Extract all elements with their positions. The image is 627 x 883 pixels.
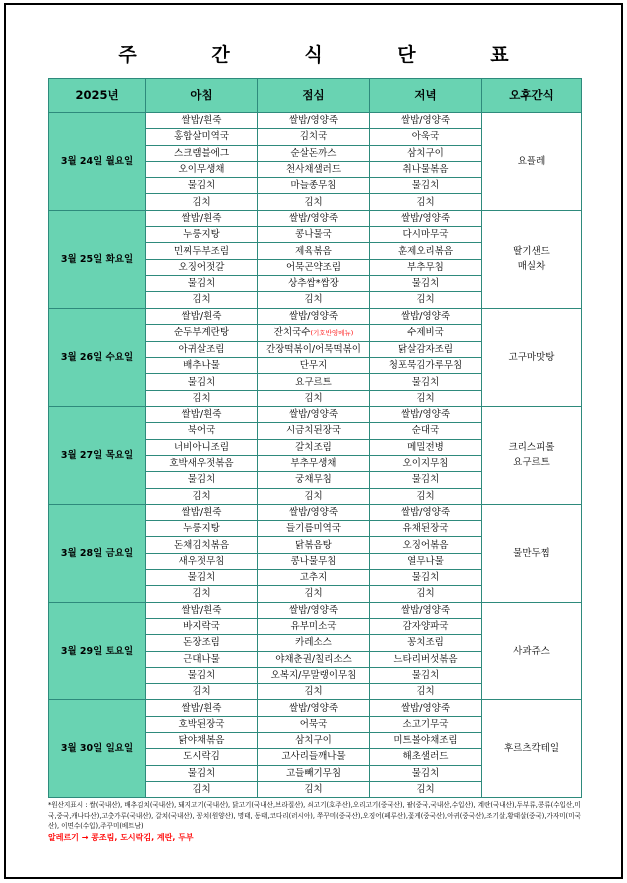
lunch-item-text: 유부미소국 [290,621,337,633]
breakfast-item-text: 쌀밥/흰죽 [181,212,222,224]
breakfast-item [146,275,258,291]
breakfast-item [146,259,258,275]
dinner-item-text: 김치 [416,588,435,600]
lunch-item [258,504,370,520]
lunch-item-text: 고사리들깨나물 [281,751,346,763]
day-date: 3월 27일 목요일 [49,407,146,505]
lunch-item-text: 어묵국 [299,718,328,730]
dinner-item [370,129,482,145]
breakfast-item [146,635,258,651]
dinner-item-text: 김치 [416,196,435,208]
breakfast-item-text: 도시락김 [183,751,220,763]
dinner-item-text: 물김치 [411,572,440,584]
dinner-item-text: 쌀밥/영양죽 [400,212,451,224]
breakfast-item [146,570,258,586]
lunch-item [258,129,370,145]
lunch-item [258,472,370,488]
lunch-item [258,586,370,602]
lunch-item-text: 단무지 [299,360,328,372]
dinner-item-text: 오이지무침 [402,458,449,470]
breakfast-item [146,602,258,618]
breakfast-item-text: 김치 [192,490,211,502]
lunch-item [258,407,370,423]
lunch-item [258,488,370,504]
day-snack: 물만두찜 [482,504,582,602]
dinner-item-text: 부추무침 [407,261,444,273]
breakfast-item [146,684,258,700]
dinner-item-text: 다시마무국 [402,229,449,241]
dinner-item [370,292,482,308]
breakfast-item-text: 돈채김치볶음 [173,539,230,551]
header-breakfast: 아침 [146,79,258,113]
breakfast-item [146,194,258,210]
lunch-item [258,210,370,226]
lunch-item [258,455,370,471]
dinner-item-text: 청포묵김가루무침 [388,360,463,372]
dinner-item-text: 닭살감자조림 [397,344,454,355]
breakfast-item [146,504,258,520]
lunch-item-text: 쌀밥/영양죽 [288,310,339,322]
dinner-item-text: 오징어볶음 [402,539,449,551]
lunch-item [258,635,370,651]
dinner-item-text: 쌀밥/영양죽 [400,409,451,421]
breakfast-item [146,716,258,732]
dinner-item [370,227,482,243]
breakfast-item-text: 쌀밥/흰죽 [181,604,222,616]
lunch-item-text: 어묵곤약조림 [285,261,342,273]
lunch-item [258,275,370,291]
breakfast-item [146,439,258,455]
dinner-item-text: 물김치 [411,180,440,192]
dinner-item [370,635,482,651]
lunch-item [258,749,370,765]
dinner-item-text: 쌀밥/영양죽 [400,310,451,322]
breakfast-item [146,455,258,471]
dinner-item [370,553,482,569]
lunch-item-text: 부추무생채 [290,458,337,470]
breakfast-item-text: 쌀밥/흰죽 [181,115,222,127]
lunch-item [258,145,370,161]
breakfast-item [146,651,258,667]
allergy-note: 알레르기 → 콩조림, 도시락김, 계란, 두부 [48,833,194,842]
dinner-item [370,243,482,259]
breakfast-item-text: 쌀밥/흰죽 [181,506,222,518]
dinner-item-text: 김치 [416,686,435,698]
lunch-item [258,324,370,341]
dinner-item [370,259,482,275]
breakfast-item [146,390,258,406]
day-date: 3월 24일 월요일 [49,113,146,211]
lunch-item [258,374,370,390]
dinner-item [370,472,482,488]
lunch-item [258,700,370,716]
lunch-item-text: 상추쌈*쌈장 [288,278,339,290]
lunch-item [258,113,370,129]
dinner-item-text: 소고기무국 [402,718,449,730]
dinner-item [370,374,482,390]
breakfast-item [146,341,258,357]
dinner-item-text: 해초샐러드 [402,751,449,763]
breakfast-item-text: 민찌두부조림 [173,245,230,257]
dinner-item-text: 김치 [416,784,435,796]
lunch-item [258,423,370,439]
menu-row [49,308,582,324]
dinner-item [370,700,482,716]
lunch-item-text: 마늘종무침 [290,180,337,192]
lunch-item [258,684,370,700]
dinner-item-text: 유채된장국 [402,523,449,535]
breakfast-item [146,586,258,602]
dinner-item [370,716,482,732]
lunch-item [258,651,370,667]
lunch-item-text: 김치 [304,196,323,208]
header-year: 2025년 [49,79,146,113]
dinner-item-text: 물김치 [411,474,440,486]
breakfast-item-text: 아귀살조림 [178,344,225,355]
breakfast-item-text: 김치 [192,294,211,306]
breakfast-item-text: 홍합살미역국 [173,131,230,143]
page-title: 주 간 식 단 표 [118,44,543,66]
dinner-item-text: 메밀전병 [407,441,444,453]
day-date: 3월 28일 금요일 [49,504,146,602]
breakfast-item [146,732,258,748]
dinner-item [370,407,482,423]
dinner-item-text: 쌀밥/영양죽 [400,604,451,616]
dinner-item-text: 열무나물 [407,555,444,567]
breakfast-item [146,700,258,716]
breakfast-item-text: 돈장조림 [183,637,220,649]
lunch-item-text: 삼치구이 [295,735,332,747]
dinner-item [370,210,482,226]
lunch-item [258,259,370,275]
dinner-item [370,781,482,797]
breakfast-item [146,537,258,553]
breakfast-item-text: 물김치 [187,180,216,192]
dinner-item-text: 물김치 [411,767,440,779]
lunch-item-text: 제육볶음 [295,245,332,257]
lunch-item [258,194,370,210]
breakfast-item-text: 쌀밥/흰죽 [181,409,222,421]
lunch-item [258,602,370,618]
breakfast-item-text: 바지락국 [183,621,220,633]
breakfast-item-text: 물김치 [187,767,216,779]
menu-row [49,210,582,226]
dinner-item [370,423,482,439]
dinner-item [370,308,482,324]
menu-row [49,504,582,520]
lunch-item [258,521,370,537]
dinner-item-text: 물김치 [411,669,440,681]
breakfast-item [146,129,258,145]
menu-row [49,113,582,129]
breakfast-item-text: 김치 [192,784,211,796]
dinner-item [370,521,482,537]
dinner-item [370,749,482,765]
breakfast-item [146,472,258,488]
lunch-item [258,570,370,586]
breakfast-item-text: 물김치 [187,669,216,681]
breakfast-item [146,488,258,504]
dinner-item-text: 꽁치조림 [407,637,444,649]
breakfast-item [146,113,258,129]
breakfast-item-text: 북어국 [187,425,216,437]
lunch-item [258,308,370,324]
menu-row [49,407,582,423]
breakfast-item [146,210,258,226]
breakfast-item-text: 김치 [192,588,211,600]
lunch-item-text: 김치국 [299,131,328,143]
lunch-item [258,537,370,553]
menu-row [49,602,582,618]
lunch-item [258,292,370,308]
dinner-item [370,341,482,357]
lunch-item [258,178,370,194]
breakfast-item [146,308,258,324]
lunch-item [258,390,370,406]
breakfast-item [146,765,258,781]
dinner-item [370,651,482,667]
breakfast-item-text: 김치 [192,686,211,698]
lunch-item-text: 쌀밥/영양죽 [288,506,339,518]
dinner-item [370,113,482,129]
breakfast-item [146,178,258,194]
lunch-item [258,341,370,357]
origin-footnote: *원산지표시 : 쌀(국내산), 배추김치(국내산), 돼지고기(국내산), 닭고기(국내산,브라질산), 쇠고기(호주산),오리고기(중국산), 팥(중국,국내산,수입산), 계란(국내산),두부류,콩류(수입산,미국,중국,캐나다산),고춧가루(국내산), 갈치(국내산), 꽁치(원양산), 명태, 동태,코다리(러시아), 쭈꾸미(중국산),오징어(페루산),꽃게(중국산),아귀(중국산),조기살,황태살(중국),가자미(미국산), 이면수(수입),주꾸미(베트남) [48,801,581,830]
breakfast-item-text: 누룽지탕 [183,229,220,241]
dinner-item-text: 훈제오리볶음 [397,245,454,257]
dinner-item [370,537,482,553]
dinner-item-text: 쌀밥/영양죽 [400,506,451,518]
dinner-item-text: 김치 [416,294,435,306]
breakfast-item-text: 물김치 [187,474,216,486]
dinner-item [370,570,482,586]
lunch-item [258,781,370,797]
lunch-item-text: 카레소스 [295,637,332,649]
lunch-item-text: 콩나물국 [295,229,332,241]
breakfast-item-text: 물김치 [187,376,216,388]
lunch-item [258,618,370,634]
dinner-item-text: 순대국 [411,425,440,437]
day-snack: 사과쥬스 [482,602,582,700]
lunch-item-text: 요구르트 [295,376,332,388]
breakfast-item [146,749,258,765]
day-date: 3월 26일 수요일 [49,308,146,406]
dinner-item [370,178,482,194]
dinner-item [370,684,482,700]
day-snack: 후르츠칵테일 [482,700,582,798]
dinner-item [370,275,482,291]
breakfast-item [146,374,258,390]
dinner-item [370,765,482,781]
breakfast-item-text: 김치 [192,196,211,208]
lunch-item-text: 들기름미역국 [285,523,342,535]
dinner-item [370,161,482,177]
breakfast-item [146,521,258,537]
breakfast-item-text: 호박된장국 [178,718,225,730]
lunch-item-text: 궁채무침 [295,474,332,486]
breakfast-item [146,292,258,308]
lunch-item-text: 천사채샐러드 [285,164,342,176]
menu-body [49,113,582,798]
breakfast-item-text: 호박새우젓볶음 [169,458,234,470]
dinner-item [370,358,482,374]
lunch-item [258,161,370,177]
breakfast-item-text: 물김치 [187,572,216,584]
breakfast-item [146,407,258,423]
breakfast-item-text: 오징어젓갈 [178,261,225,273]
dinner-item-text: 느타리버섯볶음 [393,653,458,665]
dinner-item-text: 아욱국 [411,131,440,143]
day-snack: 고구마맛탕 [482,308,582,406]
dinner-item-text: 김치 [416,392,435,404]
dinner-item [370,504,482,520]
lunch-item-text: 야채춘권/칠리소스 [275,653,352,665]
dinner-item-text: 감자양파국 [402,621,449,633]
lunch-item [258,667,370,683]
breakfast-item [146,145,258,161]
day-snack: 딸기샌드 매실차 [482,210,582,308]
breakfast-item-text: 닭야채볶음 [178,735,225,747]
lunch-item-text: 오복지/무말랭이무침 [270,669,357,681]
lunch-item [258,553,370,569]
breakfast-item-text: 쌀밥/흰죽 [181,310,222,322]
dinner-item-text: 물김치 [411,278,440,290]
lunch-item-text: 닭볶음탕 [295,539,332,551]
lunch-item [258,439,370,455]
lunch-item-text: 쌀밥/영양죽 [288,409,339,421]
lunch-item [258,243,370,259]
lunch-item-text: 갈치조림 [295,441,332,453]
lunch-item-text: 김치 [304,294,323,306]
header-snack: 오후간식 [482,79,582,113]
breakfast-item [146,781,258,797]
breakfast-item [146,243,258,259]
breakfast-item-text: 물김치 [187,278,216,290]
dinner-item [370,390,482,406]
breakfast-item-text: 오이무생채 [178,164,225,176]
lunch-item-text: 김치 [304,392,323,404]
lunch-item-text: 고들빼기무침 [285,767,342,779]
lunch-item-text: 콩나물무침 [290,555,337,567]
breakfast-item [146,667,258,683]
dinner-item [370,602,482,618]
dinner-item-text: 김치 [416,490,435,502]
breakfast-item [146,358,258,374]
dinner-item [370,145,482,161]
day-date: 3월 25일 화요일 [49,210,146,308]
dinner-item [370,439,482,455]
lunch-item [258,227,370,243]
lunch-item-text: 고추지 [299,572,328,584]
breakfast-item [146,423,258,439]
breakfast-item-text: 스크램블에그 [173,147,230,159]
dinner-item [370,667,482,683]
lunch-item [258,732,370,748]
lunch-item-text: 쌀밥/영양죽 [288,604,339,616]
header-lunch: 점심 [258,79,370,113]
lunch-item [258,358,370,374]
dinner-item [370,324,482,341]
dinner-item-text: 미트볼야채조림 [393,735,458,747]
day-date: 3월 29일 토요일 [49,602,146,700]
dinner-item-text: 수제비국 [407,327,444,339]
header-dinner: 저녁 [370,79,482,113]
lunch-item [258,716,370,732]
lunch-item-text: 김치 [304,784,323,796]
breakfast-item-text: 쌀밥/흰죽 [181,702,222,714]
breakfast-item-text: 누룽지탕 [183,523,220,535]
lunch-item-text: 시금치된장국 [285,425,342,437]
dinner-item-text: 취나물볶음 [402,164,449,176]
dinner-item [370,455,482,471]
menu-row [49,700,582,716]
breakfast-item [146,618,258,634]
dinner-item [370,488,482,504]
breakfast-item-text: 너비아니조림 [173,441,230,453]
weekly-menu-table [48,78,582,798]
breakfast-item-text: 배추나물 [183,360,220,372]
lunch-item-text: 잔치국수 [273,326,311,338]
dinner-item [370,586,482,602]
lunch-note: (기호반영메뉴) [310,328,354,337]
lunch-item-text: 쌀밥/영양죽 [288,702,339,714]
breakfast-item-text: 순두부계란탕 [173,327,230,339]
day-date: 3월 30일 일요일 [49,700,146,798]
breakfast-item [146,324,258,341]
dinner-item-text: 물김치 [411,376,440,388]
breakfast-item-text: 김치 [192,392,211,404]
dinner-item-text: 쌀밥/영양죽 [400,115,451,127]
day-snack: 크리스피롤 요구르트 [482,407,582,505]
lunch-item-text: 김치 [304,588,323,600]
lunch-item-text: 김치 [304,686,323,698]
lunch-item-text: 쌀밥/영양죽 [288,212,339,224]
dinner-item [370,618,482,634]
lunch-item-text: 간장떡볶이/어묵떡볶이 [266,344,361,355]
lunch-item-text: 순살돈까스 [290,147,337,159]
breakfast-item-text: 근대나물 [183,653,220,665]
breakfast-item-text: 새우젓무침 [178,555,225,567]
dinner-item [370,732,482,748]
day-snack: 요플레 [482,113,582,211]
dinner-item-text: 쌀밥/영양죽 [400,702,451,714]
breakfast-item [146,161,258,177]
header-row [49,79,582,113]
breakfast-item [146,227,258,243]
dinner-item [370,194,482,210]
lunch-item [258,765,370,781]
lunch-item-text: 김치 [304,490,323,502]
lunch-item-text: 쌀밥/영양죽 [288,115,339,127]
dinner-item-text: 삼치구이 [407,147,444,159]
breakfast-item [146,553,258,569]
